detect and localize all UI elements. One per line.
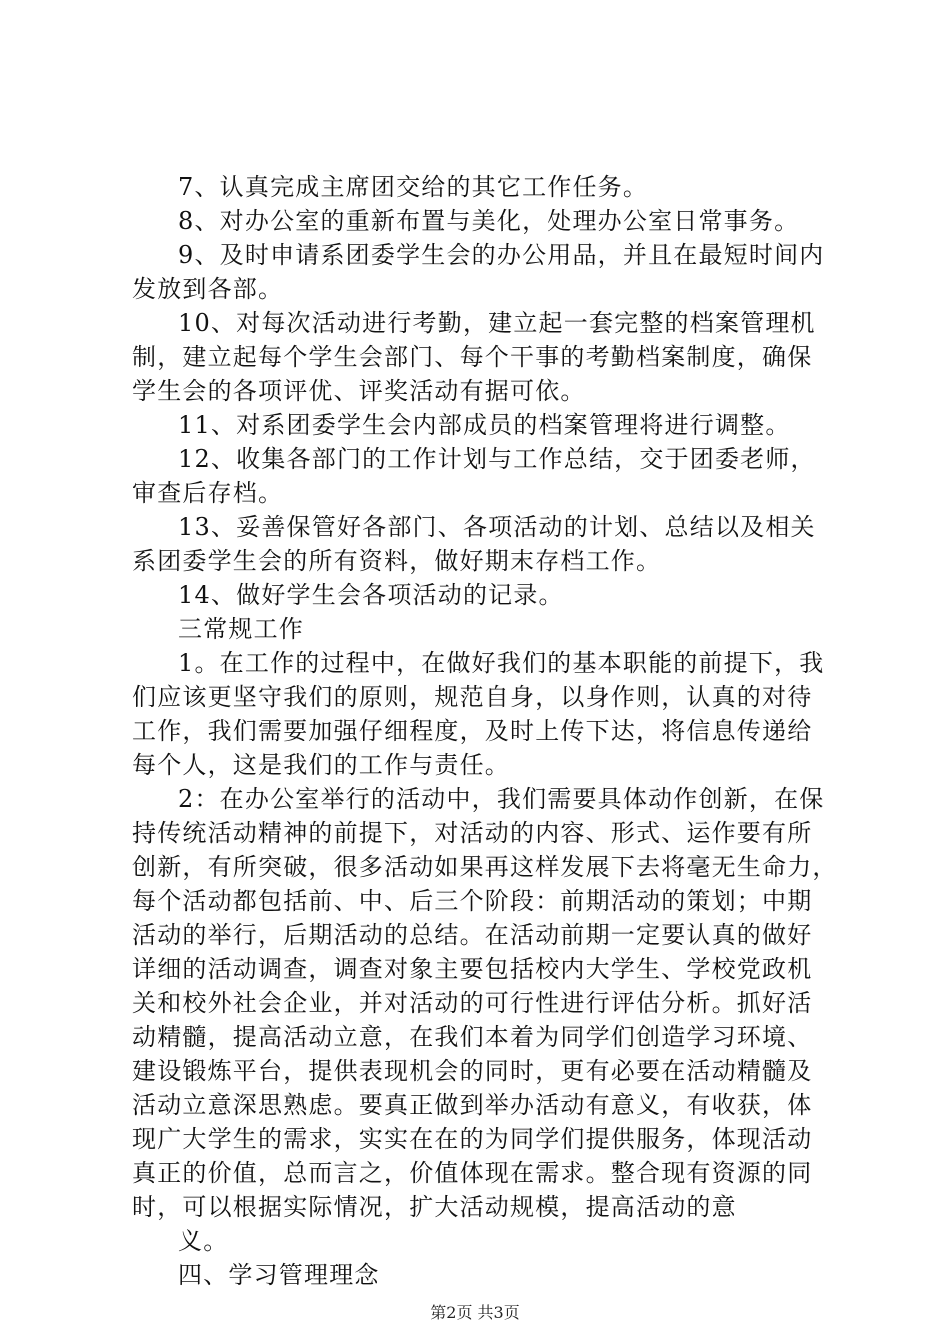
paragraph-line: 详细的活动调查，调查对象主要包括校内大学生、学校党政机 — [132, 955, 813, 983]
paragraph-line: 7、认真完成主席团交给的其它工作任务。 — [178, 173, 649, 201]
paragraph-line: 13、妥善保管好各部门、各项活动的计划、总结以及相关 — [178, 513, 816, 541]
paragraph-line: 10、对每次活动进行考勤，建立起一套完整的档案管理机 — [178, 309, 816, 337]
paragraph-line: 学生会的各项评优、评奖活动有据可依。 — [132, 377, 586, 405]
paragraph-line: 建设锻炼平台，提供表现机会的同时，更有必要在活动精髓及 — [132, 1057, 813, 1085]
paragraph-line: 动精髓，提高活动立意，在我们本着为同学们创造学习环境、 — [132, 1023, 813, 1051]
paragraph-line: 9、及时申请系团委学生会的办公用品，并且在最短时间内 — [178, 241, 825, 269]
paragraph-line: 2：在办公室举行的活动中，我们需要具体动作创新，在保 — [178, 785, 825, 813]
paragraph-line: 持传统活动精神的前提下，对活动的内容、形式、运作要有所 — [132, 819, 813, 847]
paragraph-line: 每个人，这是我们的工作与责任。 — [132, 751, 510, 779]
paragraph-line: 1。在工作的过程中，在做好我们的基本职能的前提下，我 — [178, 649, 825, 677]
paragraph-line: 8、对办公室的重新布置与美化，处理办公室日常事务。 — [178, 207, 800, 235]
paragraph-line: 活动的举行，后期活动的总结。在活动前期一定要认真的做好 — [132, 921, 813, 949]
paragraph-line: 发放到各部。 — [132, 275, 284, 303]
section-heading: 三常规工作 — [178, 615, 304, 643]
paragraph-line: 关和校外社会企业，并对活动的可行性进行评估分析。抓好活 — [132, 989, 813, 1017]
section-heading: 四、学习管理理念 — [178, 1261, 380, 1289]
paragraph-line: 12、收集各部门的工作计划与工作总结，交于团委老师， — [178, 445, 816, 473]
paragraph-line: 14、做好学生会各项活动的记录。 — [178, 581, 564, 609]
paragraph-line: 现广大学生的需求，实实在在的为同学们提供服务，体现活动 — [132, 1125, 813, 1153]
paragraph-line: 义。 — [178, 1227, 229, 1255]
paragraph-line: 每个活动都包括前、中、后三个阶段：前期活动的策划；中期 — [132, 887, 813, 915]
page-footer: 第2页 共3页 — [430, 1303, 520, 1322]
paragraph-line: 系团委学生会的所有资料，做好期末存档工作。 — [132, 547, 662, 575]
paragraph-line: 审查后存档。 — [132, 479, 284, 507]
paragraph-line: 们应该更坚守我们的原则，规范自身，以身作则，认真的对待 — [132, 683, 813, 711]
paragraph-line: 11、对系团委学生会内部成员的档案管理将进行调整。 — [178, 411, 791, 439]
paragraph-line: 时，可以根据实际情况，扩大活动规模，提高活动的意 — [132, 1193, 737, 1221]
paragraph-line: 制，建立起每个学生会部门、每个干事的考勤档案制度，确保 — [132, 343, 813, 371]
paragraph-line: 创新，有所突破，很多活动如果再这样发展下去将毫无生命力， — [132, 853, 838, 881]
paragraph-line: 活动立意深思熟虑。要真正做到举办活动有意义，有收获，体 — [132, 1091, 813, 1119]
paragraph-line: 真正的价值，总而言之，价值体现在需求。整合现有资源的同 — [132, 1159, 813, 1187]
paragraph-line: 工作，我们需要加强仔细程度，及时上传下达，将信息传递给 — [132, 717, 813, 745]
